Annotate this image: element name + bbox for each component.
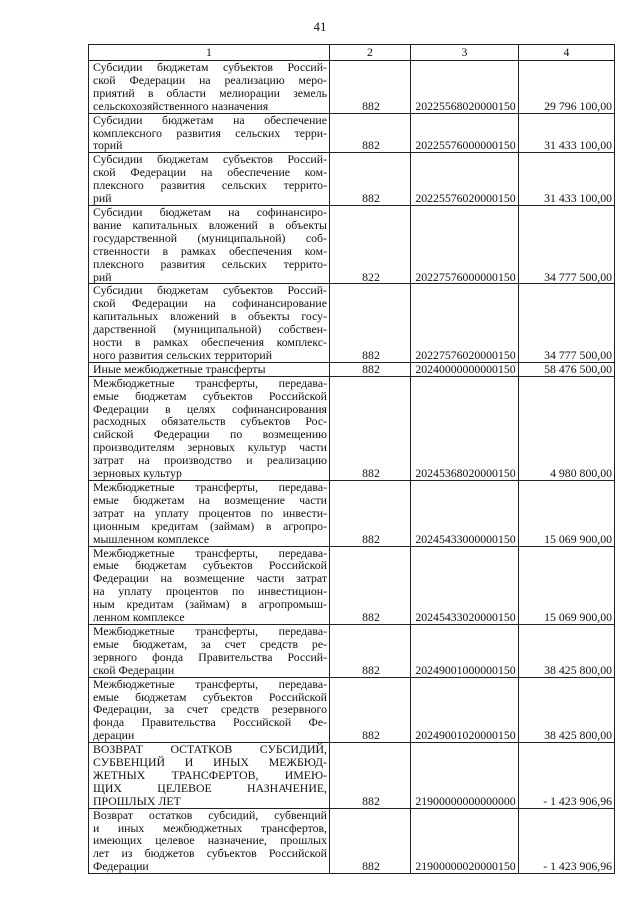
row-amount: 29 796 100,00	[519, 61, 615, 114]
row-name-line: емые бюджетам, за счет средств ре-	[93, 636, 327, 651]
row-admin-code: 882	[330, 677, 411, 743]
row-name-line: плексного развития сельских террито-	[93, 178, 327, 193]
row-name-line: ской Федерации на реализацию меро-	[93, 72, 327, 87]
row-name-line: Межбюджетные трансферты, передава-	[93, 375, 327, 390]
row-name-cell	[89, 113, 330, 153]
page-number: 41	[313, 19, 327, 34]
table-row	[89, 362, 615, 376]
row-name-line: затрат на уплату процентов по инвести-	[93, 505, 327, 520]
row-name-line: Межбюджетные трансферты, передава-	[93, 676, 327, 691]
row-name-line: лет из бюджетов субъектов Российской	[93, 846, 327, 861]
table-header-row	[89, 45, 615, 61]
row-name-line: государственной (муниципальной) соб-	[93, 230, 327, 245]
row-name-line: Межбюджетные трансферты, передава-	[93, 623, 327, 638]
row-name-cell	[89, 481, 330, 547]
row-admin-code: 882	[330, 113, 411, 153]
header-col-1: 1	[89, 45, 330, 61]
row-amount: 38 425 800,00	[519, 677, 615, 743]
table-row	[89, 113, 615, 153]
row-budget-code: 20245368020000150	[411, 376, 519, 480]
header-col-3: 3	[411, 45, 519, 61]
row-name-line: СУБВЕНЦИЙ И ИНЫХ МЕЖБЮД-	[93, 755, 327, 770]
row-name-line: ПРОШЛЫХ ЛЕТ	[93, 793, 181, 808]
row-amount: 4 980 800,00	[519, 376, 615, 480]
row-budget-code: 20225576020000150	[411, 153, 519, 206]
row-admin-code: 882	[330, 376, 411, 480]
row-name-line: и иных межбюджетных трансфертов,	[93, 820, 327, 835]
row-name-line: Межбюджетные трансферты, передава-	[93, 545, 327, 560]
budget-revenue-table	[88, 44, 615, 874]
row-name-line: ской Федерации на софинансирование	[93, 296, 327, 311]
row-name-line: плексного развития сельских террито-	[93, 256, 327, 271]
row-name-cell	[89, 205, 330, 283]
row-admin-code: 882	[330, 743, 411, 809]
table-row	[89, 284, 615, 362]
row-name-line: Субсидии бюджетам на обеспечение	[93, 112, 327, 127]
row-name-cell	[89, 808, 330, 874]
row-budget-code: 20240000000000150	[411, 362, 519, 376]
row-budget-code: 20225576000000150	[411, 113, 519, 153]
row-name-line: Иные межбюджетные трансферты	[93, 361, 266, 376]
row-name-line: зервного фонда Правительства Россий-	[93, 649, 327, 664]
row-name-line: емые бюджетам субъектов Российской	[93, 388, 327, 403]
row-name-line: ности в рамках обеспечения комплекс-	[93, 335, 327, 350]
table-row	[89, 808, 615, 874]
row-admin-code: 882	[330, 808, 411, 874]
row-name-line: сельскохозяйственного назначения	[93, 98, 269, 113]
row-name-line: расходных обязательств субъектов Рос-	[93, 414, 327, 429]
table-row	[89, 743, 615, 809]
row-name-line: ВОЗВРАТ ОСТАТКОВ СУБСИДИЙ,	[93, 742, 327, 757]
row-name-line: Субсидии бюджетам субъектов Россий-	[93, 152, 327, 167]
row-name-line: ным кредитам (займам) в агропромыш-	[93, 597, 327, 612]
row-name-cell	[89, 362, 330, 376]
row-name-line: торий	[93, 138, 123, 153]
row-admin-code: 882	[330, 624, 411, 677]
row-budget-code: 20227576000000150	[411, 205, 519, 283]
row-name-line: вание капитальных вложений в объекты	[93, 217, 327, 232]
row-budget-code: 21900000020000150	[411, 808, 519, 874]
row-admin-code: 882	[330, 362, 411, 376]
row-budget-code: 21900000000000000	[411, 743, 519, 809]
row-budget-code: 20227576020000150	[411, 284, 519, 362]
row-name-cell	[89, 743, 330, 809]
row-name-line: ской Федерации на обеспечение ком-	[93, 165, 327, 180]
row-budget-code: 20225568020000150	[411, 61, 519, 114]
row-name-line: Федерации на возмещение части затрат	[93, 571, 327, 586]
row-name-line: сийской Федерации по возмещению	[93, 427, 327, 442]
row-amount: 15 069 900,00	[519, 546, 615, 624]
row-budget-code: 20249001020000150	[411, 677, 519, 743]
row-name-cell	[89, 153, 330, 206]
row-name-line: рий	[93, 269, 112, 284]
table-row	[89, 376, 615, 480]
row-name-line: дерации	[93, 728, 135, 743]
row-name-line: ственности в рамках обеспечения ком-	[93, 243, 327, 258]
row-name-line: имеющих целевое назначение, прошлых	[93, 833, 327, 848]
row-admin-code: 882	[330, 481, 411, 547]
row-name-line: ного развития сельских территорий	[93, 347, 273, 362]
row-name-line: емые бюджетам на возмещение части	[93, 492, 327, 507]
row-admin-code: 882	[330, 61, 411, 114]
table-row	[89, 205, 615, 283]
header-col-2: 2	[330, 45, 411, 61]
row-name-line: капитальных вложений в объекты госу-	[93, 309, 327, 324]
row-name-line: ЖЕТНЫХ ТРАНСФЕРТОВ, ИМЕЮ-	[93, 767, 327, 782]
row-admin-code: 882	[330, 153, 411, 206]
row-name-line: Субсидии бюджетам на софинансиро-	[93, 204, 327, 219]
row-name-line: Субсидии бюджетам субъектов Россий-	[93, 283, 327, 298]
row-name-line: производителям зерновых культур части	[93, 440, 327, 455]
table-row	[89, 481, 615, 547]
row-name-line: Федерации, за счет средств резервного	[93, 702, 327, 717]
row-name-line: комплексного развития сельских терри-	[93, 125, 327, 140]
row-admin-code: 882	[330, 284, 411, 362]
row-name-line: Субсидии бюджетам субъектов Россий-	[93, 60, 327, 74]
row-name-line: ЩИХ ЦЕЛЕВОЕ НАЗНАЧЕНИЕ,	[93, 780, 327, 795]
header-col-4: 4	[519, 45, 615, 61]
row-budget-code: 20249001000000150	[411, 624, 519, 677]
row-name-line: зерновых культур	[93, 466, 182, 481]
row-amount: 31 433 100,00	[519, 113, 615, 153]
row-admin-code: 882	[330, 546, 411, 624]
row-amount: 34 777 500,00	[519, 205, 615, 283]
row-name-line: Федерации в целях софинансирования	[93, 401, 327, 416]
row-name-cell	[89, 284, 330, 362]
row-name-line: ленном комплексе	[93, 610, 185, 625]
row-name-cell	[89, 376, 330, 480]
row-admin-code: 822	[330, 205, 411, 283]
row-amount: - 1 423 906,96	[519, 808, 615, 874]
row-amount: 15 069 900,00	[519, 481, 615, 547]
row-name-line: затрат на производство и реализацию	[93, 453, 327, 468]
row-amount: 34 777 500,00	[519, 284, 615, 362]
table-row	[89, 624, 615, 677]
row-name-line: Межбюджетные трансферты, передава-	[93, 480, 327, 494]
row-name-line: на уплату процентов по инвестицион-	[93, 584, 327, 599]
table-row	[89, 677, 615, 743]
row-amount: 38 425 800,00	[519, 624, 615, 677]
table-body	[89, 61, 615, 874]
table-row	[89, 546, 615, 624]
row-name-line: емые бюджетам субъектов Российской	[93, 558, 327, 573]
row-name-line: рий	[93, 191, 112, 206]
row-name-line: дарственной (муниципальной) собствен-	[93, 322, 327, 337]
row-amount: 31 433 100,00	[519, 153, 615, 206]
table-row	[89, 153, 615, 206]
row-name-cell	[89, 61, 330, 114]
row-name-cell	[89, 624, 330, 677]
row-name-line: ционным кредитам (займам) в агропро-	[93, 518, 327, 533]
row-name-line: емые бюджетам субъектов Российской	[93, 689, 327, 704]
row-name-cell	[89, 677, 330, 743]
row-budget-code: 20245433020000150	[411, 546, 519, 624]
row-amount: 58 476 500,00	[519, 362, 615, 376]
row-name-line: приятий в области мелиорации земель	[93, 85, 327, 100]
row-name-line: Федерации	[93, 859, 149, 874]
row-name-line: фонда Правительства Российской Фе-	[93, 715, 327, 730]
row-amount: - 1 423 906,96	[519, 743, 615, 809]
table-row	[89, 61, 615, 114]
row-budget-code: 20245433000000150	[411, 481, 519, 547]
row-name-line: ской Федерации	[93, 662, 175, 677]
row-name-cell	[89, 546, 330, 624]
row-name-line: Возврат остатков субсидий, субвенций	[93, 807, 327, 822]
row-name-line: мышленном комплексе	[93, 531, 210, 546]
